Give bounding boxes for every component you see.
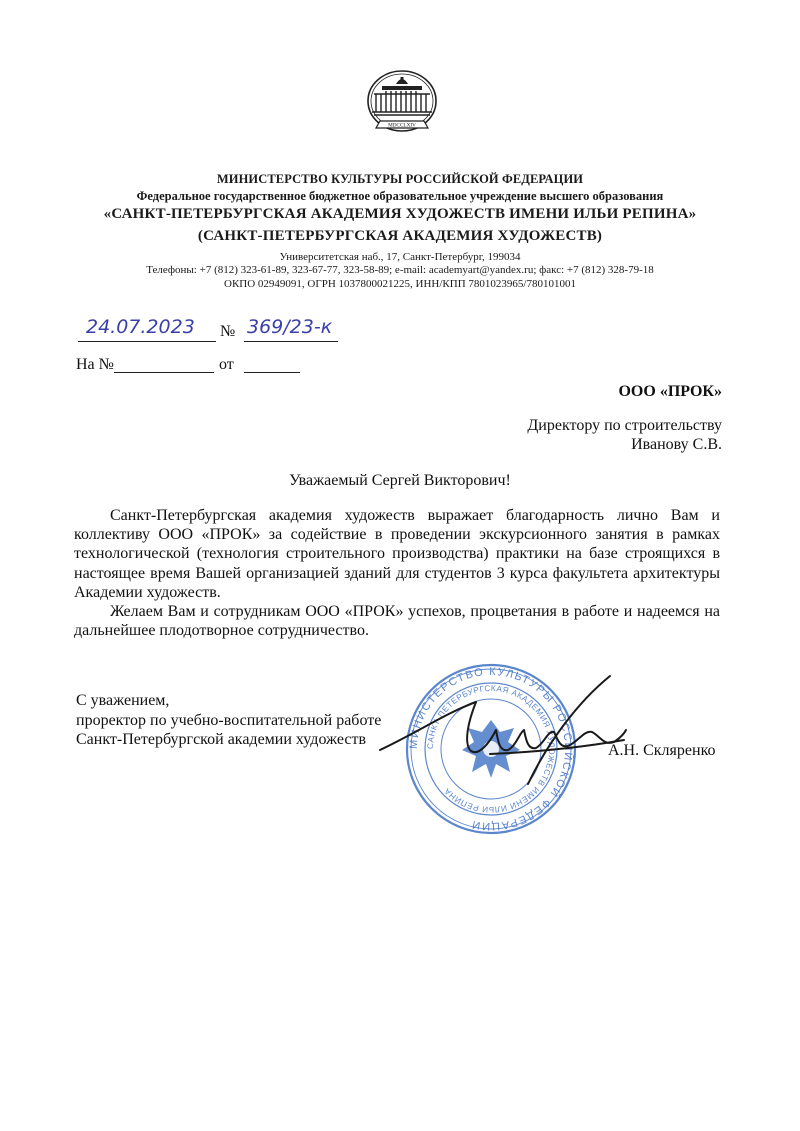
ministry-name: МИНИСТЕРСТВО КУЛЬТУРЫ РОССИЙСКОЙ ФЕДЕРАЦИИ: [216, 172, 584, 186]
closing-greeting: С уважением,: [76, 692, 170, 709]
body-paragraph: Санкт-Петербургская академия художеств выражает благодарность лично Вам и коллективу ООО «ПРОК» за содействие в проведении экскурсионного занятия в рамках технологической (технология строительного производства) практики на базе строящихся в настоящее время Вашей организацией зданий для студентов 3 курса факультета архитектуры Академии художеств.: [74, 507, 720, 601]
reference-number-blank: [114, 372, 214, 373]
signer-organization: Санкт-Петербургской академии художеств: [76, 731, 367, 748]
outgoing-date: 24.07.2023: [86, 316, 195, 338]
seal-inner-text: САНКТ-ПЕТЕРБУРГСКАЯ АКАДЕМИЯ ХУДОЖЕСТВ ИМЕНИ ИЛЬИ РЕПИНА: [425, 683, 557, 815]
signer-position: проректор по учебно-воспитательной работе: [76, 711, 382, 729]
number-label: №: [220, 323, 236, 340]
body-paragraph: Желаем Вам и сотрудникам ООО «ПРОК» успехов, процветания в работе и надеемся на дальнейшее плодотворное сотрудничество.: [74, 603, 720, 640]
handwritten-signature-icon: [378, 672, 628, 787]
reference-number-label: На №: [76, 356, 114, 373]
institution-type: Федеральное государственное бюджетное образовательное учреждение высшего образования: [136, 189, 664, 203]
reference-date-blank: [244, 372, 300, 373]
academy-codes: ОКПО 02949091, ОГРН 1037800021225, ИНН/КПП 7801023965/780101001: [224, 278, 576, 290]
signer-name: А.Н. Скляренко: [608, 742, 716, 759]
academy-contacts: Телефоны: +7 (812) 323-61-89, 323-67-77, 323-58-89; e-mail: academyart@yandex.ru; факс: +7 (812) 328-79-18: [146, 264, 654, 276]
academy-address: Университетская наб., 17, Санкт-Петербург, 199034: [279, 251, 521, 263]
recipient-position: Директору по строительству: [527, 417, 722, 434]
salutation: Уважаемый Сергей Викторович!: [289, 472, 511, 489]
academy-full-name: «САНКТ-ПЕТЕРБУРГСКАЯ АКАДЕМИЯ ХУДОЖЕСТВ ИМЕНИ ИЛЬИ РЕПИНА»: [103, 206, 697, 222]
letter-body: [74, 506, 720, 640]
emblem-text: MDCCLXIV: [388, 122, 416, 129]
academy-emblem-icon: [362, 68, 442, 140]
seal-outer-text: МИНИСТЕРСТВО КУЛЬТУРЫ РОССИЙСКОЙ ФЕДЕРАЦИИ: [407, 665, 575, 833]
academy-short-name: (САНКТ-ПЕТЕРБУРГСКАЯ АКАДЕМИЯ ХУДОЖЕСТВ): [197, 228, 603, 244]
recipient-name: Иванову С.В.: [631, 436, 722, 453]
outgoing-number: 369/23-к: [247, 316, 333, 338]
date-underline: [78, 341, 216, 342]
closing-block: [76, 691, 381, 750]
number-underline: [244, 341, 338, 342]
reference-date-label: от: [219, 356, 234, 373]
recipient-organization: ООО «ПРОК»: [618, 383, 722, 400]
